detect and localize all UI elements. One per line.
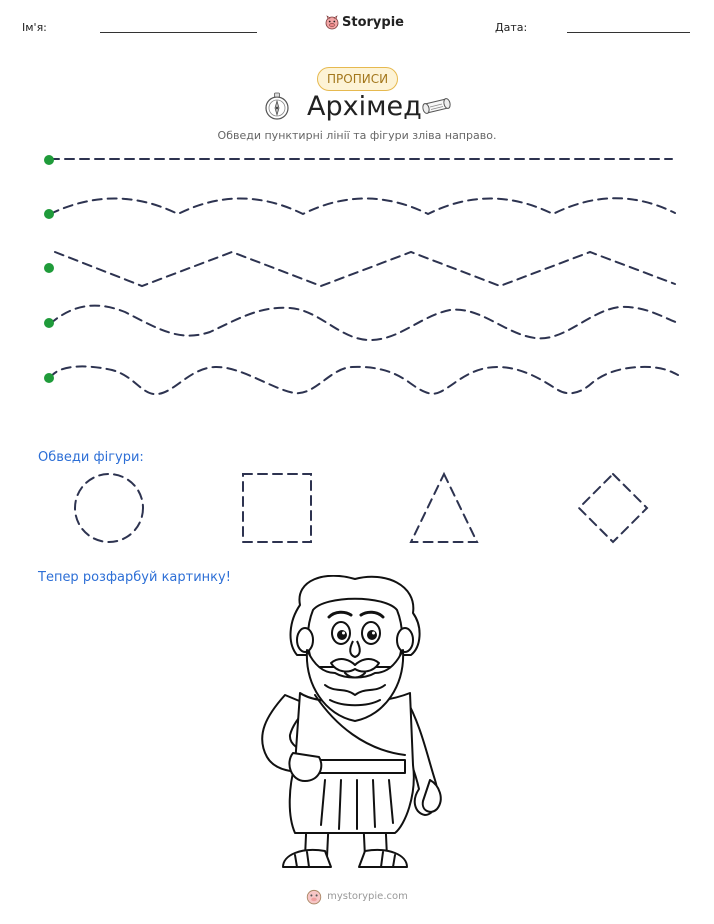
archimedes-coloring-image	[245, 575, 465, 870]
tracing-shapes	[0, 465, 714, 555]
page-title: Архімед	[307, 91, 422, 122]
start-dot	[44, 373, 54, 383]
footer-site: mystorypie.com	[327, 890, 408, 902]
scroll-icon	[420, 96, 452, 118]
trace-line-zigzag	[55, 252, 675, 286]
footer	[0, 887, 714, 905]
storypie-logo	[325, 14, 404, 30]
tracing-lines	[0, 140, 714, 400]
trace-diamond	[579, 474, 647, 542]
start-dot	[44, 263, 54, 273]
trace-triangle	[411, 474, 477, 542]
brand-name: Storypie	[342, 14, 404, 30]
trace-line-bumps	[50, 366, 678, 394]
trace-circle	[75, 474, 143, 542]
trace-line-scallop	[50, 198, 675, 214]
trace-square	[243, 474, 311, 542]
start-dot	[44, 209, 54, 219]
worksheet-badge: ПРОПИСИ	[317, 67, 398, 91]
pig-logo-icon	[325, 14, 339, 30]
date-line	[567, 32, 690, 33]
start-dot	[44, 318, 54, 328]
pig-footer-icon	[306, 887, 322, 905]
name-label: Ім'я:	[22, 21, 47, 34]
date-label: Дата:	[495, 21, 528, 34]
start-dot	[44, 155, 54, 165]
trace-line-wave	[50, 306, 678, 340]
shapes-heading: Обведи фігури:	[38, 450, 144, 465]
compass-icon	[262, 91, 292, 123]
coloring-heading: Тепер розфарбуй картинку!	[38, 570, 231, 585]
instruction-text: Обведи пунктирні лінії та фігури зліва направо.	[217, 129, 497, 142]
name-line	[100, 32, 257, 33]
